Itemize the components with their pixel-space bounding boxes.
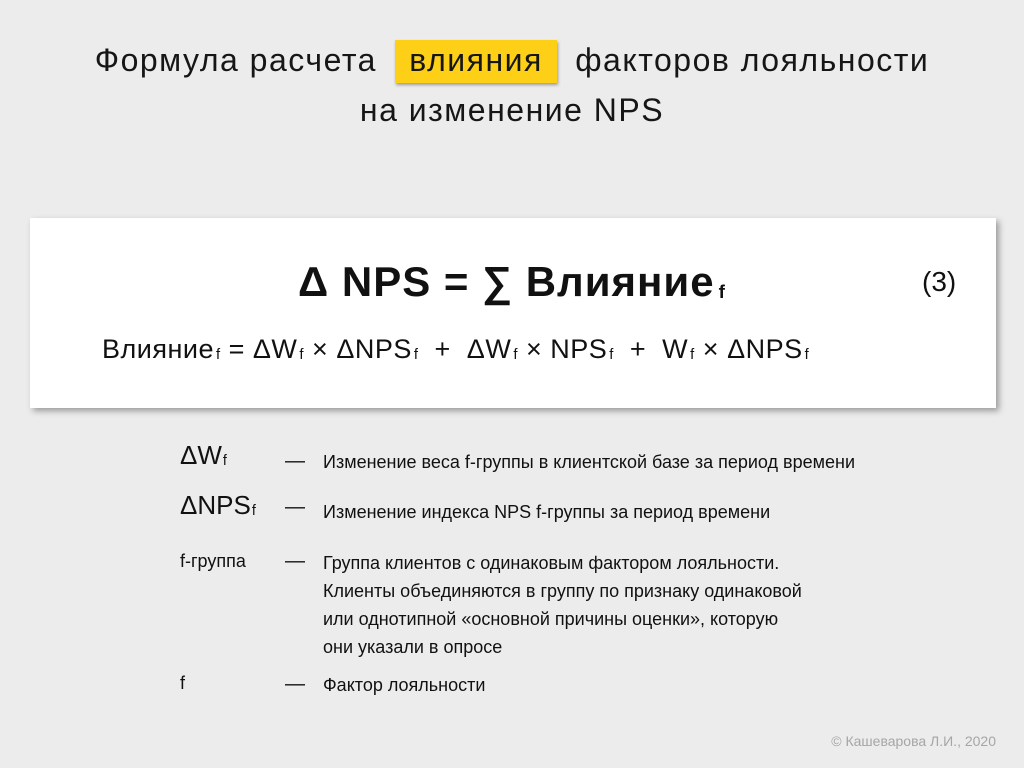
- term-text: ΔW: [180, 440, 222, 470]
- term3-a-sub: f: [690, 347, 695, 364]
- copyright-notice: © Кашеварова Л.И., 2020: [831, 733, 996, 749]
- term1-a: ΔW: [252, 334, 298, 364]
- definition-line: или однотипной «основной причины оценки», которую: [323, 609, 779, 629]
- main-formula-text: Δ NPS = ∑ Влияние: [298, 258, 715, 305]
- main-formula-subscript: f: [718, 281, 726, 303]
- definition-line: они указали в опросе: [323, 637, 503, 657]
- term1-b: ΔNPS: [336, 334, 412, 364]
- plus-sign-2: +: [613, 334, 663, 364]
- term-text: f: [180, 673, 186, 693]
- definition-line: Изменение веса f-группы в клиентской базе за период времени: [323, 452, 855, 472]
- definition-line: Группа клиентов с одинаковым фактором лояльности.: [323, 553, 780, 573]
- definition-term: [180, 551, 246, 572]
- definition-term: [180, 490, 256, 521]
- definition-line: Изменение индекса NPS f-группы за период времени: [323, 502, 771, 522]
- term3-b-sub: f: [804, 347, 810, 364]
- term-subscript: f: [222, 453, 227, 470]
- definition-dash: —: [285, 496, 305, 518]
- title-highlight: влияния: [395, 40, 557, 83]
- equals-sign: =: [220, 334, 253, 364]
- times-sign-2: ×: [517, 334, 551, 364]
- term-text: f-группа: [180, 551, 246, 571]
- formula-card: [30, 218, 996, 408]
- definition-dash: —: [285, 550, 305, 572]
- definition-dash: —: [285, 673, 305, 695]
- definition-line: Фактор лояльности: [323, 675, 486, 695]
- definition-term: [180, 440, 227, 471]
- term-subscript: f: [251, 503, 256, 520]
- term3-a: W: [662, 334, 689, 364]
- definition-line: Клиенты объединяются в группу по признаку одинаковой: [323, 581, 802, 601]
- term2-a: ΔW: [466, 334, 512, 364]
- definition-text: [323, 549, 963, 661]
- main-formula: [298, 258, 726, 306]
- definition-text: [323, 448, 963, 476]
- term2-a-sub: f: [513, 347, 518, 364]
- times-sign-3: ×: [694, 334, 728, 364]
- definition-dash: —: [285, 450, 305, 472]
- definition-term: [180, 673, 185, 694]
- impact-label: Влияние: [102, 334, 214, 364]
- plus-sign-1: +: [418, 334, 467, 364]
- term-text: ΔNPS: [180, 490, 251, 520]
- term3-b: ΔNPS: [727, 334, 803, 364]
- definition-text: [323, 498, 963, 526]
- title-after: факторов лояльности: [575, 42, 930, 78]
- slide-title-line-2: на изменение NPS: [359, 92, 665, 128]
- definition-text: [323, 671, 963, 699]
- times-sign-1: ×: [304, 334, 337, 364]
- term2-b-sub: f: [609, 347, 614, 364]
- term1-a-sub: f: [299, 347, 305, 364]
- equation-number: (3): [922, 266, 957, 297]
- term1-b-sub: f: [413, 347, 419, 364]
- title-before: Формула расчета: [94, 42, 377, 78]
- impact-formula: [102, 334, 809, 365]
- impact-label-subscript: f: [215, 347, 221, 364]
- term2-b: NPS: [550, 334, 608, 364]
- slide-title-line-1: [0, 40, 1024, 83]
